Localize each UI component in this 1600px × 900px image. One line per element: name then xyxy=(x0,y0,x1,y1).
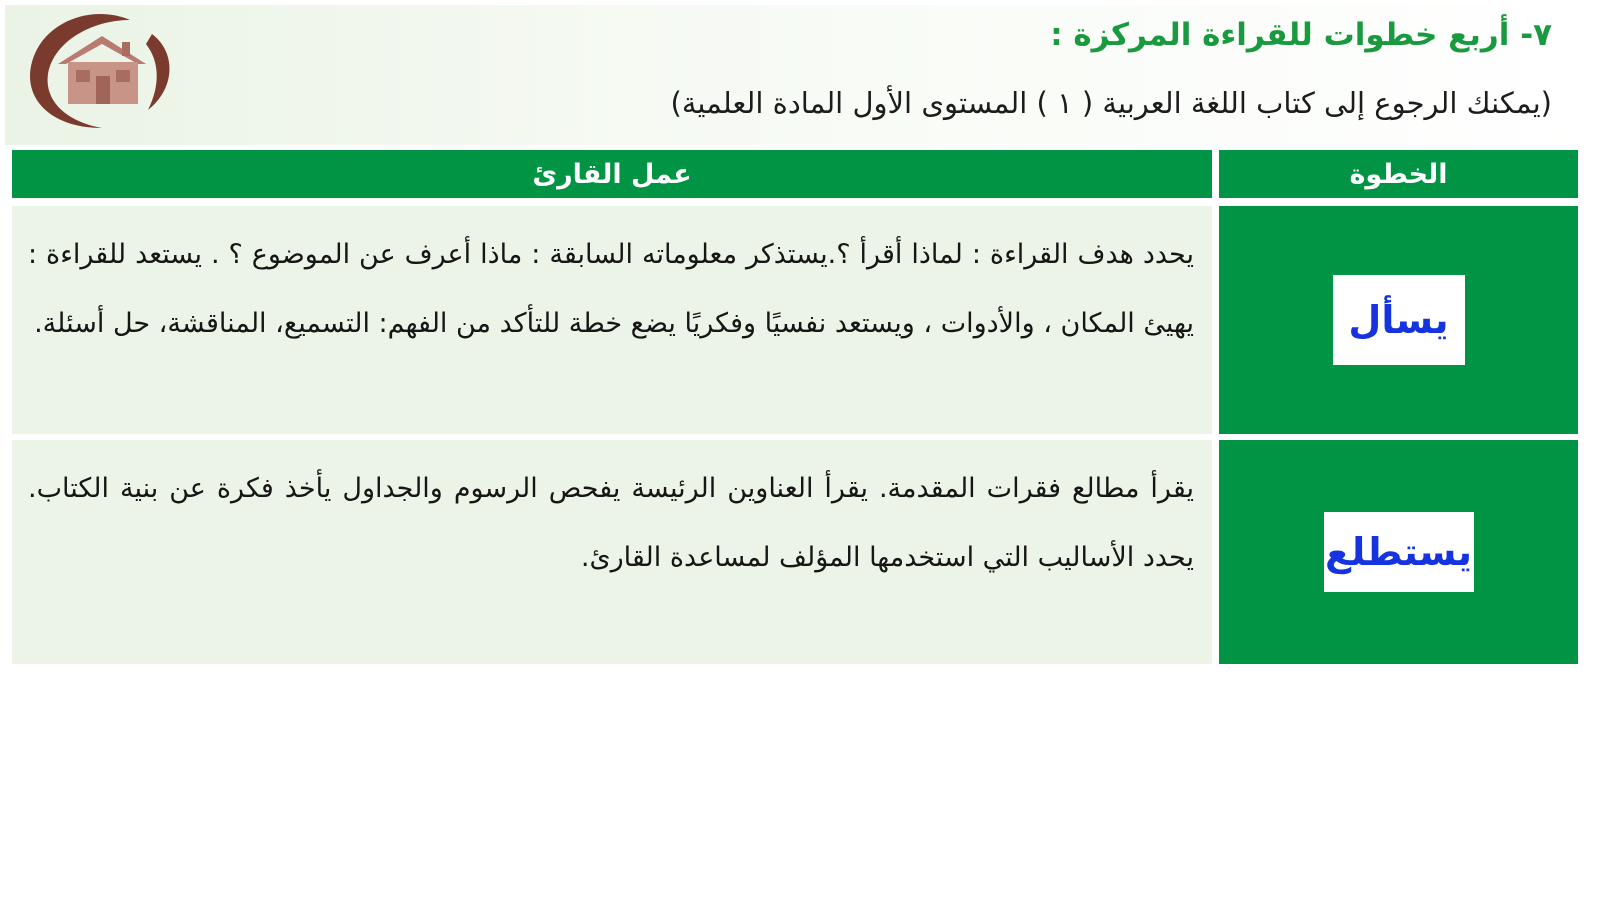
home-button[interactable] xyxy=(18,6,178,136)
header-step: الخطوة xyxy=(1219,150,1578,198)
table-row-ask-description: يحدد هدف القراءة : لماذا أقرأ ؟.يستذكر معلوماته السابقة : ماذا أعرف عن الموضوع ؟ . يستعد للقراءة : يهيئ المكان ، والأدوات ، ويستعد نفسيًا وفكريًا يضع خطة للتأكد من الفهم: التسميع، المناقشة، حل أسئلة. xyxy=(12,206,1212,434)
reading-steps-table xyxy=(12,150,1586,670)
table-row-survey-step-cell xyxy=(1219,440,1578,664)
page-title: ٧- أربع خطوات للقراءة المركزة : xyxy=(1050,17,1552,53)
step-ask-button[interactable]: يسأل xyxy=(1333,275,1465,365)
reference-note: (يمكنك الرجوع إلى كتاب اللغة العربية ( ١ ) المستوى الأول المادة العلمية) xyxy=(670,86,1552,120)
table-row-survey-description: يقرأ مطالع فقرات المقدمة. يقرأ العناوين الرئيسة يفحص الرسوم والجداول يأخذ فكرة عن بنية الكتاب. يحدد الأساليب التي استخدمها المؤلف لمساعدة القارئ. xyxy=(12,440,1212,664)
house-icon xyxy=(18,6,178,136)
step-survey-button[interactable]: يستطلع xyxy=(1324,512,1474,592)
table-row-ask-step-cell xyxy=(1219,206,1578,434)
header-reader-action: عمل القارئ xyxy=(12,150,1212,198)
